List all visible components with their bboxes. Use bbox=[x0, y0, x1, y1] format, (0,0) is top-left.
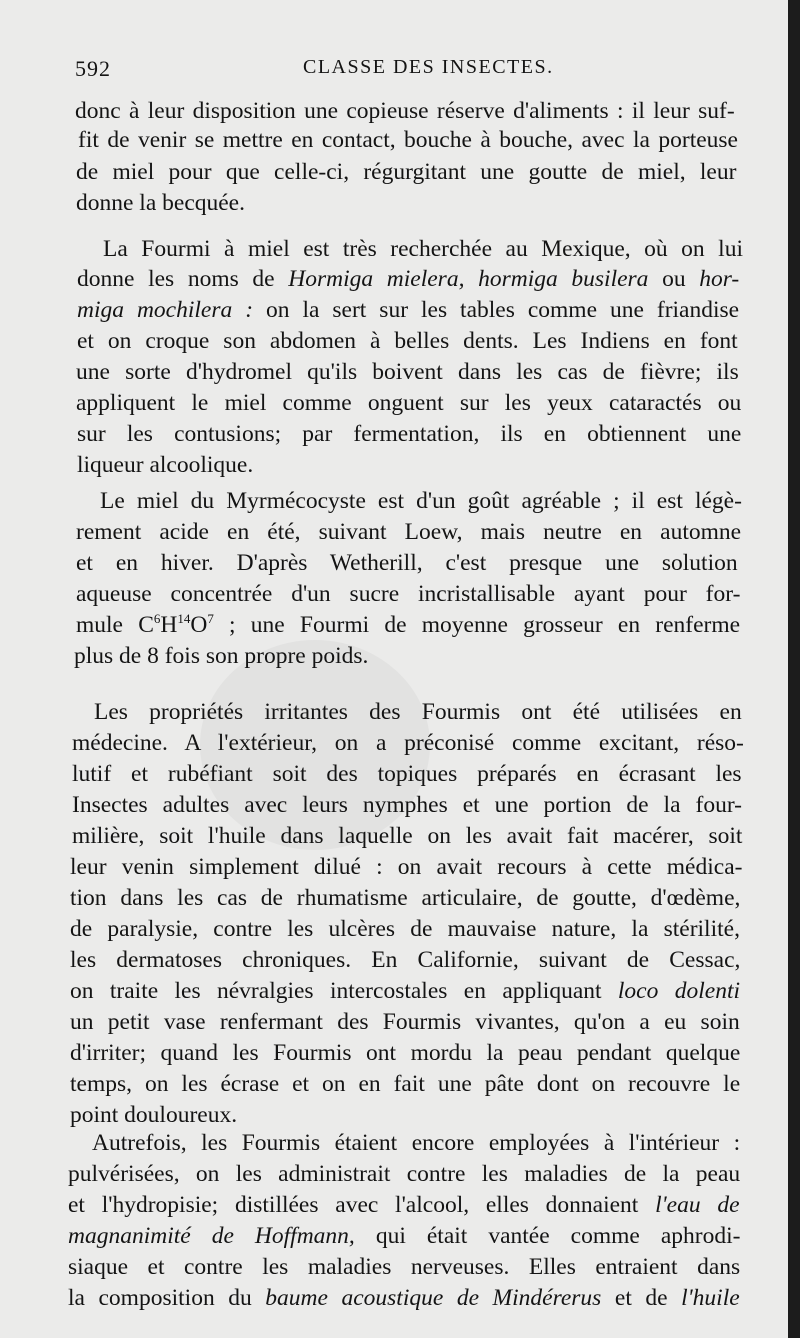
text-run: aqueuse concentrée d'un sucre incristallisable ayant pour for- bbox=[76, 581, 741, 607]
text-line bbox=[77, 450, 253, 480]
italic-term: miga mochilera : bbox=[77, 297, 254, 323]
text-line bbox=[76, 548, 738, 578]
text-run: médecine. A l'extérieur, on a préconisé comme excitant, réso- bbox=[72, 730, 744, 756]
text-run: tion dans les cas de rhumatisme articulaire, de goutte, d'œdème, bbox=[70, 885, 741, 911]
text-run: on la sert sur les tables comme une friandise bbox=[253, 297, 740, 323]
text-line bbox=[72, 759, 742, 789]
text-run: les dermatoses chroniques. En Californie, suivant de Cessac, bbox=[70, 947, 741, 973]
text-run: liqueur alcoolique. bbox=[77, 452, 254, 478]
text-run: appliquent le miel comme onguent sur les yeux cataractés ou bbox=[76, 390, 742, 416]
text-run: sur les contusions; par fermentation, ils en obtiennent une bbox=[77, 421, 742, 447]
text-line bbox=[103, 234, 743, 264]
text-run: leur venin simplement dilué : on avait recours à cette médica- bbox=[70, 854, 743, 880]
text-line bbox=[70, 1069, 740, 1099]
text-run: lutif et rubéfiant soit des topiques préparés en écrasant les bbox=[72, 761, 742, 787]
text-run: on traite les névralgies intercostales en appliquant bbox=[70, 978, 618, 1004]
text-line bbox=[68, 1159, 740, 1189]
text-line bbox=[72, 821, 742, 851]
text-line bbox=[70, 1100, 237, 1130]
text-line bbox=[75, 96, 735, 126]
page-edge-shadow bbox=[788, 0, 800, 1338]
text-run: et de bbox=[601, 1285, 682, 1311]
text-line bbox=[70, 945, 740, 975]
text-line bbox=[70, 883, 740, 913]
text-line bbox=[76, 188, 245, 218]
text-run: ; une Fourmi de moyenne grosseur en renferme bbox=[213, 612, 741, 638]
text-run: fit de venir se mettre en contact, bouche à bouche, avec la porteuse bbox=[78, 127, 738, 153]
italic-term: hor- bbox=[699, 266, 740, 292]
text-run: d'irriter; quand les Fourmis ont mordu la peau pendant quelque bbox=[70, 1040, 741, 1066]
text-run: Le miel du Myrmécocyste est d'un goût agréable ; il est légè- bbox=[100, 488, 742, 514]
text-run: de paralysie, contre les ulcères de mauvaise nature, la stérilité, bbox=[70, 916, 740, 942]
text-line bbox=[77, 264, 739, 294]
text-line bbox=[70, 852, 742, 882]
text-line bbox=[72, 790, 742, 820]
text-run: O bbox=[190, 612, 208, 638]
text-line bbox=[76, 579, 740, 609]
text-line bbox=[72, 728, 744, 758]
page-number: 592 bbox=[75, 56, 111, 81]
text-run: qui était vantée comme aphrodi- bbox=[354, 1223, 741, 1249]
text-line bbox=[68, 1283, 740, 1313]
text-line bbox=[76, 517, 741, 547]
text-line bbox=[70, 914, 740, 944]
text-line bbox=[78, 125, 738, 155]
text-line bbox=[76, 357, 739, 387]
text-run: Autrefois, les Fourmis étaient encore employées à l'intérieur : bbox=[92, 1130, 741, 1156]
text-run: mule C bbox=[76, 612, 154, 638]
italic-term: l'eau de bbox=[655, 1192, 740, 1218]
text-run: donne la becquée. bbox=[76, 190, 245, 216]
text-line bbox=[76, 610, 740, 640]
text-line bbox=[68, 1190, 740, 1220]
italic-term: l'huile bbox=[681, 1285, 740, 1311]
text-run: Insectes adultes avec leurs nymphes et une portion de la four- bbox=[72, 792, 742, 818]
text-run: siaque et contre les maladies nerveuses. Elles entraient dans bbox=[68, 1254, 741, 1280]
text-line bbox=[70, 976, 740, 1006]
text-line bbox=[68, 1221, 740, 1251]
text-run: une sorte d'hydromel qu'ils boivent dans les cas de fièvre; ils bbox=[76, 359, 739, 385]
text-line bbox=[68, 1252, 740, 1282]
text-line bbox=[77, 419, 741, 449]
text-line bbox=[76, 388, 741, 418]
italic-term: magnanimité de Hoffmann, bbox=[68, 1223, 355, 1249]
italic-term: baume acoustique de Mindérerus bbox=[265, 1285, 602, 1311]
text-line bbox=[77, 295, 739, 325]
text-run: pulvérisées, on les administrait contre les maladies de la peau bbox=[68, 1161, 741, 1187]
text-line bbox=[70, 1007, 740, 1037]
running-head: CLASSE DES INSECTES. bbox=[303, 56, 554, 78]
text-run: donc à leur disposition une copieuse réserve d'aliments : il leur suf- bbox=[75, 98, 735, 124]
text-run: la composition du bbox=[68, 1285, 266, 1311]
text-run: rement acide en été, suivant Loew, mais neutre en automne bbox=[76, 519, 742, 545]
text-line bbox=[100, 486, 742, 516]
text-line bbox=[77, 326, 738, 356]
text-run: et en hiver. D'après Wetherill, c'est presque une solution bbox=[76, 550, 738, 576]
text-run: et l'hydropisie; distillées avec l'alcool, elles donnaient bbox=[68, 1192, 656, 1218]
text-run: point douloureux. bbox=[70, 1102, 238, 1128]
text-run: donne les noms de bbox=[77, 266, 289, 292]
text-line bbox=[70, 1038, 740, 1068]
formula-subscript: 14 bbox=[177, 611, 191, 626]
formula-subscript: 6 bbox=[153, 611, 161, 626]
text-run: temps, on les écrase et on en fait une pâte dont on recouvre le bbox=[70, 1071, 741, 1097]
text-run: La Fourmi à miel est très recherchée au Mexique, où on lui bbox=[103, 236, 743, 262]
text-line bbox=[74, 641, 368, 671]
text-run: un petit vase renfermant des Fourmis vivantes, qu'on a eu soin bbox=[70, 1009, 740, 1035]
text-line bbox=[94, 697, 742, 727]
text-run: H bbox=[160, 612, 178, 638]
text-line bbox=[92, 1128, 740, 1158]
text-run: et on croque son abdomen à belles dents. Les Indiens en font bbox=[77, 328, 738, 354]
italic-term: loco dolenti bbox=[617, 978, 741, 1004]
text-line bbox=[76, 157, 736, 187]
text-run: plus de 8 fois son propre poids. bbox=[74, 643, 369, 669]
text-run: Les propriétés irritantes des Fourmis ont été utilisées en bbox=[94, 699, 742, 725]
page-header bbox=[75, 56, 745, 86]
text-run: de miel pour que celle-ci, régurgitant une goutte de miel, leur bbox=[76, 159, 737, 185]
text-run: ou bbox=[648, 266, 700, 292]
text-run: milière, soit l'huile dans laquelle on les avait fait macérer, soit bbox=[72, 823, 743, 849]
formula-subscript: 7 bbox=[207, 611, 214, 626]
italic-term: Hormiga mielera, hormiga busilera bbox=[288, 266, 649, 292]
